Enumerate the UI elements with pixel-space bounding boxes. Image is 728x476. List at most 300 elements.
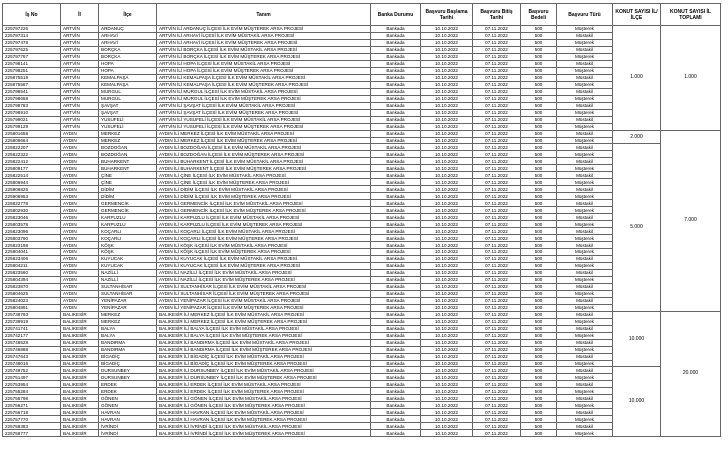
cell-tanim: AYDIN İLİ KÖŞK İLÇESİ İLK EVİM MÜSTAKİL ARSA PROJESİ bbox=[157, 242, 371, 249]
cell-tanim: ARTVİN İLİ KEMALPAŞA İLÇESİ İLK EVİM MÜŞTEREK ARSA PROJESİ bbox=[157, 81, 371, 88]
cell-banka: Bankada bbox=[371, 423, 421, 430]
cell-is-no: 225802930 bbox=[3, 207, 61, 214]
cell-bedel: 500 bbox=[521, 228, 557, 235]
cell-ilce: İVRİNDİ bbox=[99, 423, 157, 430]
cell-is-no: 225799021 bbox=[3, 116, 61, 123]
cell-bitis: 07.11.2022 bbox=[473, 67, 521, 74]
cell-ilce: HAVRAN bbox=[99, 409, 157, 416]
cell-bitis: 07.11.2022 bbox=[473, 381, 521, 388]
cell-il: BALIKESİR bbox=[61, 423, 99, 430]
cell-tur: Müşterek bbox=[557, 249, 613, 256]
cell-ilce: YUSUFELİ bbox=[99, 116, 157, 123]
cell-il: ARTVİN bbox=[61, 102, 99, 109]
cell-bitis: 07.11.2022 bbox=[473, 255, 521, 262]
cell-tanim: ARTVİN İLİ MURGUL İLÇESİ İLK EVİM MÜSTAKİL ARSA PROJESİ bbox=[157, 88, 371, 95]
cell-is-no: 225804211 bbox=[3, 262, 61, 269]
cell-bedel: 500 bbox=[521, 311, 557, 318]
cell-il: BALIKESİR bbox=[61, 332, 99, 339]
cell-tur: Müşterek bbox=[557, 262, 613, 269]
cell-tur: Müstakil bbox=[557, 60, 613, 67]
cell-banka: Bankada bbox=[371, 311, 421, 318]
cell-banka: Bankada bbox=[371, 151, 421, 158]
cell-bitis: 07.11.2022 bbox=[473, 353, 521, 360]
cell-il: BALIKESİR bbox=[61, 395, 99, 402]
header-basvuru-turu: Başvuru Türü bbox=[557, 4, 613, 26]
cell-il: BALIKESİR bbox=[61, 416, 99, 423]
cell-banka: Bankada bbox=[371, 332, 421, 339]
cell-il: BALIKESİR bbox=[61, 409, 99, 416]
cell-bitis: 07.11.2022 bbox=[473, 144, 521, 151]
cell-tanim: BALIKESİR İLİ MERKEZ İLÇESİ İLK EVİM MÜŞTEREK ARSA PROJESİ bbox=[157, 318, 371, 325]
cell-ilce: ÇİNE bbox=[99, 172, 157, 179]
cell-il: AYDIN bbox=[61, 186, 99, 193]
cell-bitis: 07.11.2022 bbox=[473, 423, 521, 430]
cell-is-no: 225746888 bbox=[3, 346, 61, 353]
cell-bitis: 07.11.2022 bbox=[473, 374, 521, 381]
cell-is-no: 225803790 bbox=[3, 235, 61, 242]
cell-banka: Bankada bbox=[371, 430, 421, 437]
cell-banka: Bankada bbox=[371, 255, 421, 262]
cell-bitis: 07.11.2022 bbox=[473, 367, 521, 374]
cell-bedel: 500 bbox=[521, 179, 557, 186]
cell-banka: Bankada bbox=[371, 367, 421, 374]
cell-ilce: MERKEZ bbox=[99, 318, 157, 325]
cell-baslama: 10.10.2022 bbox=[421, 283, 473, 290]
cell-tur: Müşterek bbox=[557, 402, 613, 409]
cell-baslama: 10.10.2022 bbox=[421, 39, 473, 46]
cell-bedel: 500 bbox=[521, 402, 557, 409]
cell-ilce: YENİPAZAR bbox=[99, 304, 157, 311]
cell-ilce: KÖŞK bbox=[99, 242, 157, 249]
cell-bitis: 07.11.2022 bbox=[473, 165, 521, 172]
cell-tanim: ARTVİN İLİ ARDANUÇ İLÇESİ İLK EVİM MÜŞTEREK ARSA PROJESİ bbox=[157, 26, 371, 33]
cell-tur: Müstakil bbox=[557, 88, 613, 95]
cell-il: BALIKESİR bbox=[61, 339, 99, 346]
cell-bitis: 07.11.2022 bbox=[473, 214, 521, 221]
cell-bedel: 500 bbox=[521, 102, 557, 109]
cell-tanim: AYDIN İLİ ÇİNE İLÇESİ İLK EVİM MÜŞTEREK ARSA PROJESİ bbox=[157, 179, 371, 186]
cell-is-no: 225758383 bbox=[3, 423, 61, 430]
cell-baslama: 10.10.2022 bbox=[421, 430, 473, 437]
cell-is-no: 225798783 bbox=[3, 102, 61, 109]
cell-il: ARTVİN bbox=[61, 26, 99, 33]
cell-il: BALIKESİR bbox=[61, 430, 99, 437]
cell-bedel: 500 bbox=[521, 53, 557, 60]
cell-bedel: 500 bbox=[521, 416, 557, 423]
cell-bedel: 500 bbox=[521, 186, 557, 193]
cell-bitis: 07.11.2022 bbox=[473, 137, 521, 144]
cell-baslama: 10.10.2022 bbox=[421, 214, 473, 221]
cell-il: AYDIN bbox=[61, 151, 99, 158]
cell-is-no: 225739919 bbox=[3, 318, 61, 325]
cell-bitis: 07.11.2022 bbox=[473, 200, 521, 207]
cell-baslama: 10.10.2022 bbox=[421, 123, 473, 130]
cell-tanim: BALIKESİR İLİ İVRİNDİ İLÇESİ İLK EVİM MÜŞTEREK ARSA PROJESİ bbox=[157, 430, 371, 437]
cell-tanim: AYDIN İLİ KOÇARLI İLÇESİ İLK EVİM MÜŞTEREK ARSA PROJESİ bbox=[157, 235, 371, 242]
cell-tur: Müşterek bbox=[557, 179, 613, 186]
cell-bitis: 07.11.2022 bbox=[473, 311, 521, 318]
cell-bedel: 500 bbox=[521, 381, 557, 388]
cell-il: AYDIN bbox=[61, 200, 99, 207]
cell-ilce: DİDİM bbox=[99, 186, 157, 193]
cell-is-no: 225797478 bbox=[3, 39, 61, 46]
cell-tanim: ARTVİN İLİ YUSUFELİ İLÇESİ İLK EVİM MÜSTAKİL ARSA PROJESİ bbox=[157, 116, 371, 123]
cell-tanim: AYDIN İLİ MERKEZ İLÇESİ İLK EVİM MÜSTAKİL ARSA PROJESİ bbox=[157, 130, 371, 137]
cell-is-no: 225798658 bbox=[3, 95, 61, 102]
cell-il: ARTVİN bbox=[61, 116, 99, 123]
cell-baslama: 10.10.2022 bbox=[421, 144, 473, 151]
cell-il: BALIKESİR bbox=[61, 360, 99, 367]
cell-banka: Bankada bbox=[371, 102, 421, 109]
cell-il: BALIKESİR bbox=[61, 311, 99, 318]
cell-banka: Bankada bbox=[371, 304, 421, 311]
cell-ilce: BUHARKENT bbox=[99, 158, 157, 165]
cell-il: ARTVİN bbox=[61, 67, 99, 74]
cell-banka: Bankada bbox=[371, 228, 421, 235]
cell-banka: Bankada bbox=[371, 179, 421, 186]
cell-bedel: 500 bbox=[521, 88, 557, 95]
cell-baslama: 10.10.2022 bbox=[421, 207, 473, 214]
cell-bedel: 500 bbox=[521, 374, 557, 381]
cell-il: ARTVİN bbox=[61, 81, 99, 88]
cell-is-no: 225875519 bbox=[3, 74, 61, 81]
cell-ilce: BOZDOĞAN bbox=[99, 144, 157, 151]
cell-tanim: BALIKESİR İLİ BİGADİÇ İLÇESİ İLK EVİM MÜSTAKİL ARSA PROJESİ bbox=[157, 353, 371, 360]
cell-il: AYDIN bbox=[61, 269, 99, 276]
header-konut-sayisi: KONUT SAYISI İL/İLÇE bbox=[613, 4, 661, 26]
cell-baslama: 10.10.2022 bbox=[421, 95, 473, 102]
cell-tur: Müşterek bbox=[557, 26, 613, 33]
cell-il: BALIKESİR bbox=[61, 318, 99, 325]
cell-baslama: 10.10.2022 bbox=[421, 374, 473, 381]
cell-bitis: 07.11.2022 bbox=[473, 332, 521, 339]
cell-bedel: 500 bbox=[521, 193, 557, 200]
cell-is-no: 225797226 bbox=[3, 26, 61, 33]
cell-bedel: 500 bbox=[521, 144, 557, 151]
cell-bitis: 07.11.2022 bbox=[473, 297, 521, 304]
cell-is-no: 225804891 bbox=[3, 304, 61, 311]
cell-baslama: 10.10.2022 bbox=[421, 179, 473, 186]
cell-bedel: 500 bbox=[521, 242, 557, 249]
cell-il: AYDIN bbox=[61, 304, 99, 311]
cell-bedel: 500 bbox=[521, 60, 557, 67]
cell-bitis: 07.11.2022 bbox=[473, 130, 521, 137]
cell-bedel: 500 bbox=[521, 409, 557, 416]
cell-banka: Bankada bbox=[371, 207, 421, 214]
cell-banka: Bankada bbox=[371, 95, 421, 102]
cell-is-no: 225753954 bbox=[3, 381, 61, 388]
cell-tur: Müstakil bbox=[557, 423, 613, 430]
cell-tanim: AYDIN İLİ KUYUCAK İLÇESİ İLK EVİM MÜSTAKİL ARSA PROJESİ bbox=[157, 255, 371, 262]
cell-tur: Müstakil bbox=[557, 325, 613, 332]
cell-ilce: KOÇARLI bbox=[99, 228, 157, 235]
header-basvuru-bitis: Başvuru Bitiş Tarihi bbox=[473, 4, 521, 26]
cell-baslama: 10.10.2022 bbox=[421, 360, 473, 367]
cell-il: ARTVİN bbox=[61, 53, 99, 60]
cell-bitis: 07.11.2022 bbox=[473, 339, 521, 346]
cell-ilce: ERDEK bbox=[99, 388, 157, 395]
cell-is-no: 225822778 bbox=[3, 200, 61, 207]
cell-bitis: 07.11.2022 bbox=[473, 283, 521, 290]
cell-il: AYDIN bbox=[61, 249, 99, 256]
cell-is-no: 225797767 bbox=[3, 53, 61, 60]
cell-bitis: 07.11.2022 bbox=[473, 193, 521, 200]
cell-banka: Bankada bbox=[371, 290, 421, 297]
cell-bedel: 500 bbox=[521, 123, 557, 130]
cell-ilce: DİDİM bbox=[99, 193, 157, 200]
cell-baslama: 10.10.2022 bbox=[421, 32, 473, 39]
cell-baslama: 10.10.2022 bbox=[421, 269, 473, 276]
cell-tanim: AYDIN İLİ NAZİLLİ İLÇESİ İLK EVİM MÜSTAKİL ARSA PROJESİ bbox=[157, 269, 371, 276]
cell-tur: Müstakil bbox=[557, 158, 613, 165]
cell-baslama: 10.10.2022 bbox=[421, 339, 473, 346]
cell-bitis: 07.11.2022 bbox=[473, 186, 521, 193]
cell-bedel: 500 bbox=[521, 46, 557, 53]
cell-banka: Bankada bbox=[371, 374, 421, 381]
cell-is-no: 225798541 bbox=[3, 88, 61, 95]
cell-bedel: 500 bbox=[521, 290, 557, 297]
cell-il: BALIKESİR bbox=[61, 325, 99, 332]
cell-tur: Müşterek bbox=[557, 207, 613, 214]
cell-baslama: 10.10.2022 bbox=[421, 395, 473, 402]
cell-baslama: 10.10.2022 bbox=[421, 235, 473, 242]
cell-banka: Bankada bbox=[371, 123, 421, 130]
konut-sayisi-cell: 2.000 bbox=[613, 130, 661, 144]
cell-tanim: AYDIN İLİ MERKEZ İLÇESİ İLK EVİM MÜŞTEREK ARSA PROJESİ bbox=[157, 137, 371, 144]
cell-bitis: 07.11.2022 bbox=[473, 81, 521, 88]
cell-bedel: 500 bbox=[521, 346, 557, 353]
cell-banka: Bankada bbox=[371, 130, 421, 137]
cell-il: ARTVİN bbox=[61, 95, 99, 102]
cell-il: AYDIN bbox=[61, 193, 99, 200]
cell-tur: Müşterek bbox=[557, 360, 613, 367]
cell-banka: Bankada bbox=[371, 318, 421, 325]
cell-is-no: 225804041 bbox=[3, 249, 61, 256]
cell-baslama: 10.10.2022 bbox=[421, 255, 473, 262]
cell-banka: Bankada bbox=[371, 26, 421, 33]
cell-tanim: ARTVİN İLİ ŞAVŞAT İLÇESİ İLK EVİM MÜSTAKİL ARSA PROJESİ bbox=[157, 102, 371, 109]
cell-il: BALIKESİR bbox=[61, 388, 99, 395]
cell-is-no: 225756271 bbox=[3, 402, 61, 409]
cell-bitis: 07.11.2022 bbox=[473, 172, 521, 179]
cell-is-no: 225804625 bbox=[3, 290, 61, 297]
cell-is-no: 225822207 bbox=[3, 144, 61, 151]
cell-ilce: ERDEK bbox=[99, 381, 157, 388]
cell-tanim: BALIKESİR İLİ DURSUNBEY İLÇESİ İLK EVİM MÜSTAKİL ARSA PROJESİ bbox=[157, 367, 371, 374]
cell-bedel: 500 bbox=[521, 214, 557, 221]
cell-tur: Müşterek bbox=[557, 193, 613, 200]
cell-is-no: 225822514 bbox=[3, 172, 61, 179]
header-banka-durumu: Banka Durumu bbox=[371, 4, 421, 26]
cell-tur: Müşterek bbox=[557, 137, 613, 144]
cell-banka: Bankada bbox=[371, 144, 421, 151]
cell-ilce: SULTANHİSAR bbox=[99, 283, 157, 290]
cell-ilce: MERKEZ bbox=[99, 130, 157, 137]
cell-baslama: 10.10.2022 bbox=[421, 388, 473, 395]
cell-baslama: 10.10.2022 bbox=[421, 304, 473, 311]
cell-tur: Müstakil bbox=[557, 339, 613, 346]
cell-bitis: 07.11.2022 bbox=[473, 228, 521, 235]
cell-il: BALIKESİR bbox=[61, 402, 99, 409]
cell-bedel: 500 bbox=[521, 74, 557, 81]
cell-bedel: 500 bbox=[521, 276, 557, 283]
cell-baslama: 10.10.2022 bbox=[421, 46, 473, 53]
cell-il: ARTVİN bbox=[61, 88, 99, 95]
cell-ilce: BANDIRMA bbox=[99, 339, 157, 346]
cell-baslama: 10.10.2022 bbox=[421, 297, 473, 304]
cell-tanim: AYDIN İLİ GERMENCİK İLÇESİ İLK EVİM MÜŞTEREK ARSA PROJESİ bbox=[157, 207, 371, 214]
cell-is-no: 225756718 bbox=[3, 409, 61, 416]
cell-bedel: 500 bbox=[521, 32, 557, 39]
cell-il: BALIKESİR bbox=[61, 374, 99, 381]
cell-ilce: ŞAVŞAT bbox=[99, 102, 157, 109]
cell-tur: Müstakil bbox=[557, 200, 613, 207]
cell-bedel: 500 bbox=[521, 367, 557, 374]
cell-tur: Müstakil bbox=[557, 32, 613, 39]
cell-ilce: BİGADİÇ bbox=[99, 353, 157, 360]
cell-banka: Bankada bbox=[371, 409, 421, 416]
cell-bedel: 500 bbox=[521, 318, 557, 325]
cell-tur: Müstakil bbox=[557, 269, 613, 276]
cell-is-no: 225803578 bbox=[3, 221, 61, 228]
cell-banka: Bankada bbox=[371, 402, 421, 409]
cell-bitis: 07.11.2022 bbox=[473, 360, 521, 367]
cell-bitis: 07.11.2022 bbox=[473, 269, 521, 276]
cell-tanim: ARTVİN İLİ ARHAVİ İLÇESİ İLK EVİM MÜSTAKİL ARSA PROJESİ bbox=[157, 32, 371, 39]
cell-ilce: HAVRAN bbox=[99, 416, 157, 423]
cell-bitis: 07.11.2022 bbox=[473, 116, 521, 123]
cell-bedel: 500 bbox=[521, 325, 557, 332]
cell-tur: Müstakil bbox=[557, 255, 613, 262]
cell-is-no: 225741741 bbox=[3, 325, 61, 332]
cell-il: BALIKESİR bbox=[61, 353, 99, 360]
cell-tur: Müstakil bbox=[557, 74, 613, 81]
cell-baslama: 10.10.2022 bbox=[421, 102, 473, 109]
cell-is-no: 225798910 bbox=[3, 109, 61, 116]
cell-bitis: 07.11.2022 bbox=[473, 249, 521, 256]
cell-bitis: 07.11.2022 bbox=[473, 395, 521, 402]
konut-toplam-cell: 20.000 bbox=[661, 311, 721, 436]
cell-baslama: 10.10.2022 bbox=[421, 249, 473, 256]
cell-tur: Müstakil bbox=[557, 214, 613, 221]
cell-bedel: 500 bbox=[521, 95, 557, 102]
cell-tanim: BALIKESİR İLİ MERKEZ İLÇESİ İLK EVİM MÜSTAKİL ARSA PROJESİ bbox=[157, 311, 371, 318]
cell-il: BALIKESİR bbox=[61, 381, 99, 388]
cell-bedel: 500 bbox=[521, 297, 557, 304]
konut-toplam-cell: 1.000 bbox=[661, 26, 721, 131]
cell-is-no: 225823198 bbox=[3, 242, 61, 249]
cell-is-no: 225738793 bbox=[3, 311, 61, 318]
cell-tanim: BALIKESİR İLİ BALYA İLÇESİ İLK EVİM MÜSTAKİL ARSA PROJESİ bbox=[157, 325, 371, 332]
cell-bedel: 500 bbox=[521, 430, 557, 437]
cell-il: AYDIN bbox=[61, 144, 99, 151]
cell-bedel: 500 bbox=[521, 388, 557, 395]
cell-is-no: 225801658 bbox=[3, 130, 61, 137]
cell-is-no: 225806664 bbox=[3, 137, 61, 144]
cell-banka: Bankada bbox=[371, 67, 421, 74]
cell-baslama: 10.10.2022 bbox=[421, 130, 473, 137]
cell-bitis: 07.11.2022 bbox=[473, 290, 521, 297]
cell-tur: Müstakil bbox=[557, 144, 613, 151]
cell-il: BALIKESİR bbox=[61, 346, 99, 353]
cell-banka: Bankada bbox=[371, 242, 421, 249]
cell-il: AYDIN bbox=[61, 165, 99, 172]
cell-baslama: 10.10.2022 bbox=[421, 346, 473, 353]
cell-banka: Bankada bbox=[371, 214, 421, 221]
cell-baslama: 10.10.2022 bbox=[421, 137, 473, 144]
cell-is-no: 225804394 bbox=[3, 276, 61, 283]
cell-bitis: 07.11.2022 bbox=[473, 242, 521, 249]
cell-ilce: NAZİLLİ bbox=[99, 269, 157, 276]
cell-baslama: 10.10.2022 bbox=[421, 228, 473, 235]
cell-ilce: BANDIRMA bbox=[99, 346, 157, 353]
cell-bedel: 500 bbox=[521, 26, 557, 33]
cell-bitis: 07.11.2022 bbox=[473, 388, 521, 395]
konut-sayisi-cell: 5.000 bbox=[613, 144, 661, 311]
cell-banka: Bankada bbox=[371, 297, 421, 304]
cell-baslama: 10.10.2022 bbox=[421, 221, 473, 228]
cell-bitis: 07.11.2022 bbox=[473, 221, 521, 228]
cell-bitis: 07.11.2022 bbox=[473, 318, 521, 325]
cell-il: AYDIN bbox=[61, 276, 99, 283]
cell-bitis: 07.11.2022 bbox=[473, 207, 521, 214]
cell-baslama: 10.10.2022 bbox=[421, 172, 473, 179]
cell-bedel: 500 bbox=[521, 221, 557, 228]
cell-tanim: BALIKESİR İLİ DURSUNBEY İLÇESİ İLK EVİM MÜŞTEREK ARSA PROJESİ bbox=[157, 374, 371, 381]
cell-ilce: MURGUL bbox=[99, 88, 157, 95]
cell-tanim: ARTVİN İLİ ŞAVŞAT İLÇESİ İLK EVİM MÜŞTEREK ARSA PROJESİ bbox=[157, 109, 371, 116]
cell-ilce: KUYUCAK bbox=[99, 255, 157, 262]
cell-banka: Bankada bbox=[371, 221, 421, 228]
cell-ilce: KEMALPAŞA bbox=[99, 81, 157, 88]
cell-il: AYDIN bbox=[61, 297, 99, 304]
cell-tanim: BALIKESİR İLİ GÖNEN İLÇESİ İLK EVİM MÜŞTEREK ARSA PROJESİ bbox=[157, 402, 371, 409]
konut-sayisi-cell: 10.000 bbox=[613, 311, 661, 367]
cell-banka: Bankada bbox=[371, 137, 421, 144]
cell-ilce: BALYA bbox=[99, 325, 157, 332]
cell-tanim: AYDIN İLİ KARPUZLU İLÇESİ İLK EVİM MÜŞTEREK ARSA PROJESİ bbox=[157, 221, 371, 228]
cell-il: AYDIN bbox=[61, 283, 99, 290]
cell-ilce: KEMALPAŞA bbox=[99, 74, 157, 81]
cell-tur: Müşterek bbox=[557, 374, 613, 381]
cell-baslama: 10.10.2022 bbox=[421, 158, 473, 165]
cell-bitis: 07.11.2022 bbox=[473, 109, 521, 116]
cell-is-no: 225823406 bbox=[3, 255, 61, 262]
header-is-no: İş No bbox=[3, 4, 61, 26]
cell-il: AYDIN bbox=[61, 172, 99, 179]
cell-tanim: BALIKESİR İLİ BANDIRMA İLÇESİ İLK EVİM MÜŞTEREK ARSA PROJESİ bbox=[157, 346, 371, 353]
cell-ilce: ÇİNE bbox=[99, 179, 157, 186]
cell-ilce: BORÇKA bbox=[99, 46, 157, 53]
cell-baslama: 10.10.2022 bbox=[421, 353, 473, 360]
cell-ilce: GERMENCİK bbox=[99, 207, 157, 214]
cell-bedel: 500 bbox=[521, 81, 557, 88]
cell-is-no: 225875587 bbox=[3, 81, 61, 88]
cell-ilce: İVRİNDİ bbox=[99, 430, 157, 437]
cell-banka: Bankada bbox=[371, 158, 421, 165]
cell-tur: Müşterek bbox=[557, 290, 613, 297]
cell-tur: Müstakil bbox=[557, 102, 613, 109]
cell-tur: Müşterek bbox=[557, 430, 613, 437]
cell-banka: Bankada bbox=[371, 53, 421, 60]
cell-tur: Müstakil bbox=[557, 367, 613, 374]
cell-bitis: 07.11.2022 bbox=[473, 276, 521, 283]
cell-banka: Bankada bbox=[371, 339, 421, 346]
table-row bbox=[3, 130, 721, 137]
konut-toplam-cell: 7.000 bbox=[661, 130, 721, 311]
cell-il: ARTVİN bbox=[61, 32, 99, 39]
cell-is-no: 225906953 bbox=[3, 193, 61, 200]
